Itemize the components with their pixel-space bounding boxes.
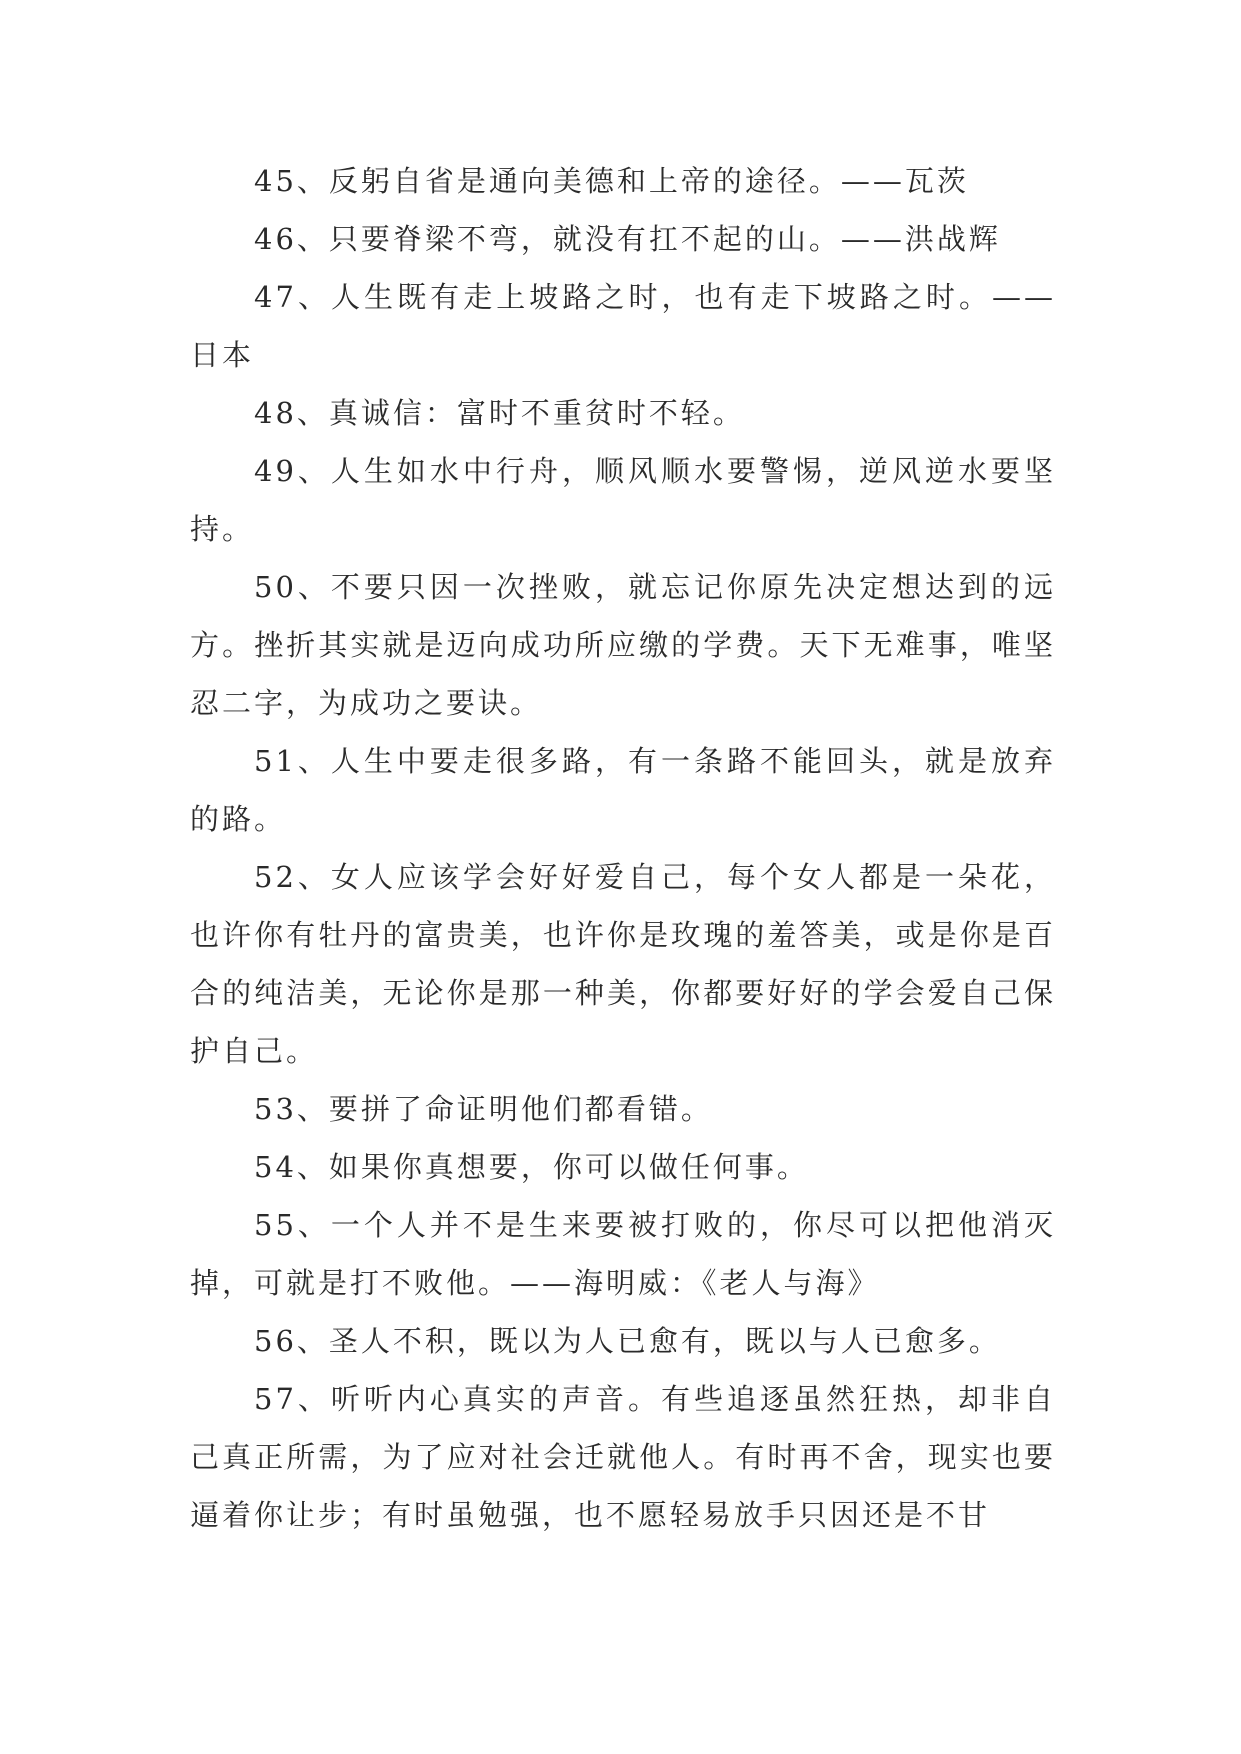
quote-55: 55、一个人并不是生来要被打败的，你尽可以把他消灭掉，可就是打不败他。——海明威：《老人与海》 xyxy=(190,1208,1056,1300)
quote-48: 48、真诚信：富时不重贫时不轻。 xyxy=(254,396,745,430)
quote-list xyxy=(190,152,1056,1544)
quote-50: 50、不要只因一次挫败，就忘记你原先决定想达到的远方。挫折其实就是迈向成功所应缴的学费。天下无难事，唯坚忍二字，为成功之要诀。 xyxy=(190,570,1056,720)
quote-46: 46、只要脊梁不弯，就没有扛不起的山。——洪战辉 xyxy=(254,222,1001,256)
quote-57: 57、听听内心真实的声音。有些追逐虽然狂热，却非自己真正所需，为了应对社会迁就他人。有时再不舍，现实也要逼着你让步；有时虽勉强，也不愿轻易放手只因还是不甘 xyxy=(190,1382,1056,1532)
quote-53: 53、要拼了命证明他们都看错。 xyxy=(254,1092,713,1126)
quote-54: 54、如果你真想要，你可以做任何事。 xyxy=(254,1150,809,1184)
quote-52: 52、女人应该学会好好爱自己，每个女人都是一朵花，也许你有牡丹的富贵美，也许你是玫瑰的羞答美，或是你是百合的纯洁美，无论你是那一种美，你都要好好的学会爱自己保护自己。 xyxy=(190,860,1056,1068)
quote-56: 56、圣人不积，既以为人已愈有，既以与人已愈多。 xyxy=(254,1324,1001,1358)
quote-45: 45、反躬自省是通向美德和上帝的途径。——瓦茨 xyxy=(254,164,969,198)
quote-49: 49、人生如水中行舟，顺风顺水要警惕，逆风逆水要坚持。 xyxy=(190,454,1056,546)
quote-51: 51、人生中要走很多路，有一条路不能回头，就是放弃的路。 xyxy=(190,744,1056,836)
quote-47: 47、人生既有走上坡路之时，也有走下坡路之时。——日本 xyxy=(190,280,1056,372)
